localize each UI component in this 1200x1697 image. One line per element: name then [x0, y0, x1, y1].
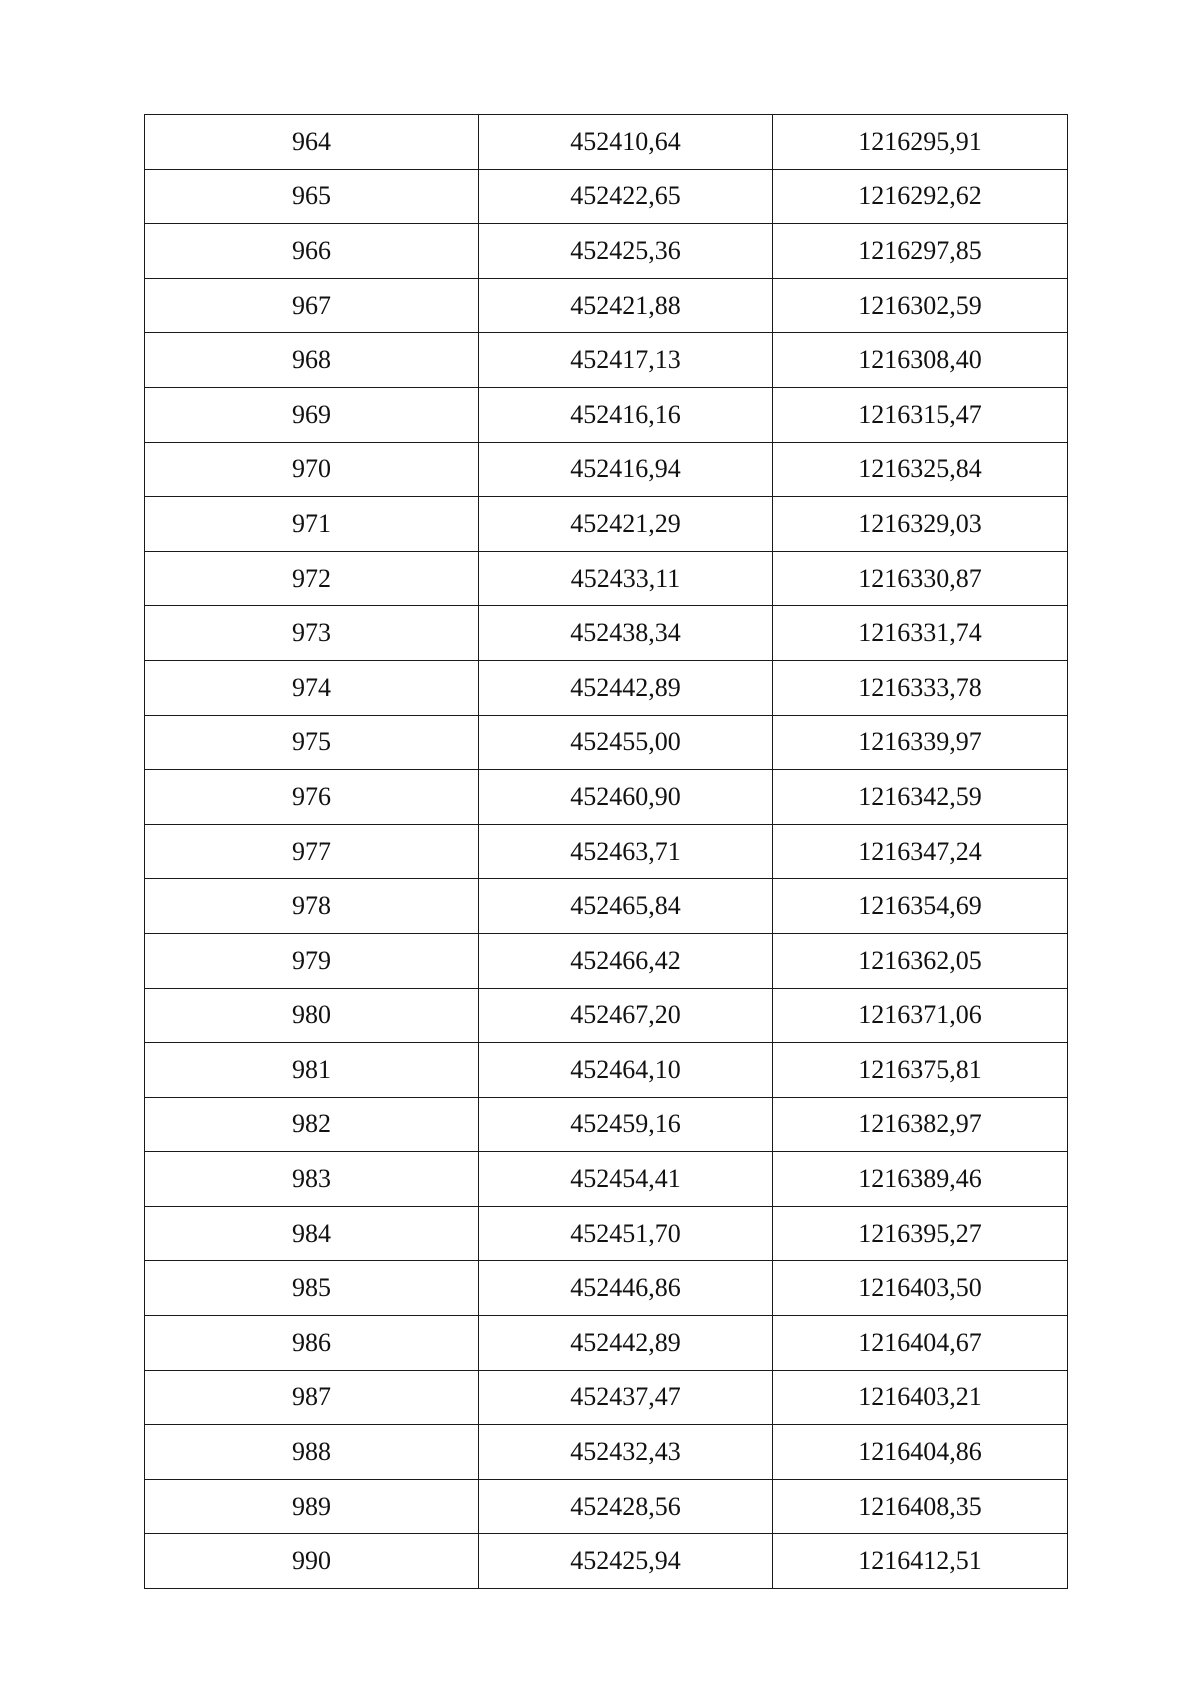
point-number-cell: 966 [145, 224, 479, 279]
point-number-cell: 974 [145, 660, 479, 715]
point-number-cell: 984 [145, 1206, 479, 1261]
x-coordinate-cell: 452466,42 [479, 933, 773, 988]
x-coordinate-cell: 452410,64 [479, 115, 773, 170]
table-row [145, 770, 1068, 825]
point-number-cell: 975 [145, 715, 479, 770]
point-number-cell: 968 [145, 333, 479, 388]
x-coordinate-cell: 452433,11 [479, 551, 773, 606]
y-coordinate-cell: 1216395,27 [773, 1206, 1068, 1261]
y-coordinate-cell: 1216302,59 [773, 278, 1068, 333]
table-row [145, 442, 1068, 497]
x-coordinate-cell: 452454,41 [479, 1152, 773, 1207]
point-number-cell: 976 [145, 770, 479, 825]
y-coordinate-cell: 1216330,87 [773, 551, 1068, 606]
coordinates-table-body [145, 115, 1068, 1589]
table-row [145, 824, 1068, 879]
y-coordinate-cell: 1216404,86 [773, 1425, 1068, 1480]
point-number-cell: 964 [145, 115, 479, 170]
table-row [145, 1316, 1068, 1371]
y-coordinate-cell: 1216308,40 [773, 333, 1068, 388]
point-number-cell: 989 [145, 1479, 479, 1534]
y-coordinate-cell: 1216347,24 [773, 824, 1068, 879]
point-number-cell: 965 [145, 169, 479, 224]
table-row [145, 660, 1068, 715]
y-coordinate-cell: 1216333,78 [773, 660, 1068, 715]
table-row [145, 933, 1068, 988]
x-coordinate-cell: 452416,94 [479, 442, 773, 497]
table-row [145, 879, 1068, 934]
point-number-cell: 986 [145, 1316, 479, 1371]
table-row [145, 224, 1068, 279]
table-row [145, 169, 1068, 224]
x-coordinate-cell: 452459,16 [479, 1097, 773, 1152]
point-number-cell: 972 [145, 551, 479, 606]
table-row [145, 115, 1068, 170]
y-coordinate-cell: 1216412,51 [773, 1534, 1068, 1589]
y-coordinate-cell: 1216389,46 [773, 1152, 1068, 1207]
x-coordinate-cell: 452425,94 [479, 1534, 773, 1589]
y-coordinate-cell: 1216339,97 [773, 715, 1068, 770]
x-coordinate-cell: 452437,47 [479, 1370, 773, 1425]
y-coordinate-cell: 1216354,69 [773, 879, 1068, 934]
x-coordinate-cell: 452422,65 [479, 169, 773, 224]
y-coordinate-cell: 1216315,47 [773, 387, 1068, 442]
coordinates-table [144, 114, 1068, 1589]
table-row [145, 1261, 1068, 1316]
point-number-cell: 970 [145, 442, 479, 497]
x-coordinate-cell: 452438,34 [479, 606, 773, 661]
point-number-cell: 987 [145, 1370, 479, 1425]
x-coordinate-cell: 452464,10 [479, 1043, 773, 1098]
y-coordinate-cell: 1216404,67 [773, 1316, 1068, 1371]
x-coordinate-cell: 452455,00 [479, 715, 773, 770]
y-coordinate-cell: 1216297,85 [773, 224, 1068, 279]
table-row [145, 988, 1068, 1043]
point-number-cell: 982 [145, 1097, 479, 1152]
table-row [145, 715, 1068, 770]
table-row [145, 1425, 1068, 1480]
x-coordinate-cell: 452451,70 [479, 1206, 773, 1261]
y-coordinate-cell: 1216375,81 [773, 1043, 1068, 1098]
x-coordinate-cell: 452460,90 [479, 770, 773, 825]
x-coordinate-cell: 452446,86 [479, 1261, 773, 1316]
x-coordinate-cell: 452432,43 [479, 1425, 773, 1480]
point-number-cell: 980 [145, 988, 479, 1043]
table-row [145, 1479, 1068, 1534]
y-coordinate-cell: 1216403,50 [773, 1261, 1068, 1316]
y-coordinate-cell: 1216295,91 [773, 115, 1068, 170]
point-number-cell: 988 [145, 1425, 479, 1480]
x-coordinate-cell: 452442,89 [479, 660, 773, 715]
y-coordinate-cell: 1216382,97 [773, 1097, 1068, 1152]
point-number-cell: 973 [145, 606, 479, 661]
table-row [145, 387, 1068, 442]
point-number-cell: 985 [145, 1261, 479, 1316]
y-coordinate-cell: 1216325,84 [773, 442, 1068, 497]
y-coordinate-cell: 1216371,06 [773, 988, 1068, 1043]
x-coordinate-cell: 452428,56 [479, 1479, 773, 1534]
table-row [145, 606, 1068, 661]
point-number-cell: 977 [145, 824, 479, 879]
x-coordinate-cell: 452465,84 [479, 879, 773, 934]
x-coordinate-cell: 452421,88 [479, 278, 773, 333]
y-coordinate-cell: 1216362,05 [773, 933, 1068, 988]
table-row [145, 333, 1068, 388]
x-coordinate-cell: 452421,29 [479, 497, 773, 552]
table-row [145, 1043, 1068, 1098]
y-coordinate-cell: 1216329,03 [773, 497, 1068, 552]
table-row [145, 1534, 1068, 1589]
point-number-cell: 967 [145, 278, 479, 333]
x-coordinate-cell: 452425,36 [479, 224, 773, 279]
x-coordinate-cell: 452442,89 [479, 1316, 773, 1371]
point-number-cell: 971 [145, 497, 479, 552]
x-coordinate-cell: 452463,71 [479, 824, 773, 879]
table-row [145, 551, 1068, 606]
point-number-cell: 979 [145, 933, 479, 988]
point-number-cell: 969 [145, 387, 479, 442]
table-row [145, 278, 1068, 333]
x-coordinate-cell: 452416,16 [479, 387, 773, 442]
table-row [145, 1206, 1068, 1261]
point-number-cell: 983 [145, 1152, 479, 1207]
y-coordinate-cell: 1216408,35 [773, 1479, 1068, 1534]
x-coordinate-cell: 452417,13 [479, 333, 773, 388]
table-row [145, 1097, 1068, 1152]
x-coordinate-cell: 452467,20 [479, 988, 773, 1043]
table-row [145, 497, 1068, 552]
y-coordinate-cell: 1216403,21 [773, 1370, 1068, 1425]
point-number-cell: 981 [145, 1043, 479, 1098]
point-number-cell: 990 [145, 1534, 479, 1589]
point-number-cell: 978 [145, 879, 479, 934]
y-coordinate-cell: 1216342,59 [773, 770, 1068, 825]
table-row [145, 1152, 1068, 1207]
y-coordinate-cell: 1216292,62 [773, 169, 1068, 224]
table-row [145, 1370, 1068, 1425]
y-coordinate-cell: 1216331,74 [773, 606, 1068, 661]
